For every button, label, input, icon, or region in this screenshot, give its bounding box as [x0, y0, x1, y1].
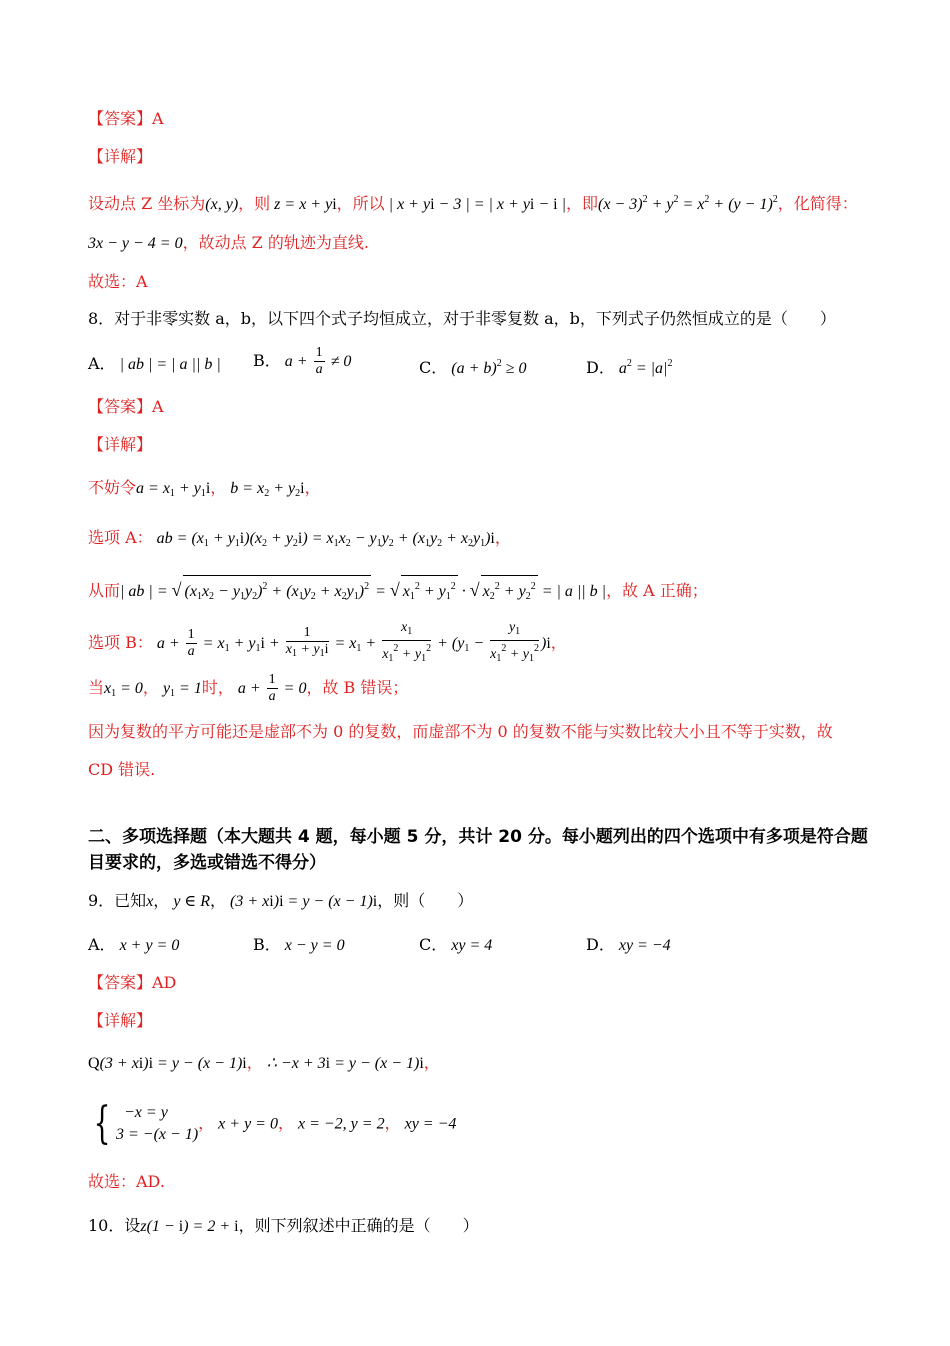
q9-answer: 【答案】AD	[88, 973, 177, 992]
section-title: 二、多项选择题（本大题共 4 题，每小题 5 分，共计 20 分。每小题列出的四个选项中有多项是符合题目要求的，多选或错选不得分）	[88, 827, 868, 873]
q7-solution-line-1: 设动点 Z 坐标为(x, y)，则 z = x + yi，所以 | x + yi − 3 | = | x + yi − i |，即$(x - 3)^2 + y^2 = x^2 + (y - 1)^2$，化简得：	[88, 194, 858, 213]
q8-solution-line-4: 选项 B： a + $\frac{1}{a}$ = $x_1 + y_1i$ + $\frac{1}{x_1 + y_1i}$ = $x_1$ + $\frac{x_1}{x_1^2 + y_1^2}$ + ($y_1$ − $\frac{y_1}{x_1^2 + y_1^2}$ )i，	[88, 620, 567, 664]
q8-answer: 【答案】A	[88, 397, 164, 416]
q8-solution-line-7: CD 错误.	[88, 760, 156, 779]
q9-option-b: B． x − y = 0	[253, 935, 345, 954]
q9-detail-heading: 【详解】	[88, 1011, 153, 1030]
q7-solution-line-2: 3x − y − 4 = 0，故动点 Z 的轨迹为直线.	[88, 233, 369, 252]
q8-option-b: B． a + $\frac{1}{a}$ ≠ 0	[253, 345, 352, 377]
q9-stem: 9．已知x， y ∈ R， (3 + xi)i = y − (x − 1)i，则（ ）	[88, 891, 474, 910]
q7-answer: 【答案】A	[88, 109, 164, 128]
q9-solution-line-2: { −x = y 3 = −(x − 1) ， x + y = 0， x = −2, y = 2， xy = −4	[93, 1098, 457, 1149]
q9-option-d: D． xy = −4	[586, 935, 671, 954]
q10-stem: 10．设z(1 − i) = 2 + i，则下列叙述中正确的是（ ）	[88, 1216, 479, 1235]
q8-solution-line-5: 当$x_1 = 0$， $y_1 = 1$时， a + $\frac{1}{a}$ = 0，故 B 错误；	[88, 672, 409, 704]
q9-conclusion: 故选：AD.	[88, 1172, 165, 1191]
q9-option-c: C． xy = 4	[419, 935, 493, 954]
q8-option-a: A． | ab | = | a || b |	[88, 354, 221, 373]
q8-stem: 8．对于非零实数 a，b，以下四个式子均恒成立，对于非零复数 a，b，下列式子仍然恒成立的是（ ）	[88, 309, 836, 328]
q8-option-c: C． $(a + b)^2 \ge 0$	[419, 358, 527, 377]
q7-conclusion: 故选：A	[88, 272, 148, 291]
q8-solution-line-6: 因为复数的平方可能还是虚部不为 0 的复数，而虚部不为 0 的复数不能与实数比较大小且不等于实数，故	[88, 722, 833, 741]
q9-option-a: A． x + y = 0	[88, 935, 180, 954]
q8-solution-line-1: 不妨令$a = x_1 + y_1i$， $b = x_2 + y_2i$，	[88, 478, 321, 499]
q8-solution-line-2: 选项 A： ab = $(x_1 + y_1i)(x_2 + y_2i) = x_1x_2 - y_1y_2 + (x_1y_2 + x_2y_1)i$，	[88, 528, 511, 549]
q9-solution-line-1: Q(3 + xi)i = y − (x − 1)i， ∴ −x + 3i = y − (x − 1)i，	[88, 1053, 440, 1072]
q8-option-d: D． $a^2 = |a|^2$	[586, 358, 673, 377]
q8-solution-line-3: 从而| ab | = √ $(x_1x_2 - y_1y_2)^2 + (x_1y_2 + x_2y_1)^2$ = √ $x_1^2 + y_1^2$ · √ $x_2^2 + y_2^2$ = | a || b |，故 A 正确；	[88, 575, 708, 608]
q7-detail-heading: 【详解】	[88, 147, 153, 166]
q8-detail-heading: 【详解】	[88, 435, 153, 454]
